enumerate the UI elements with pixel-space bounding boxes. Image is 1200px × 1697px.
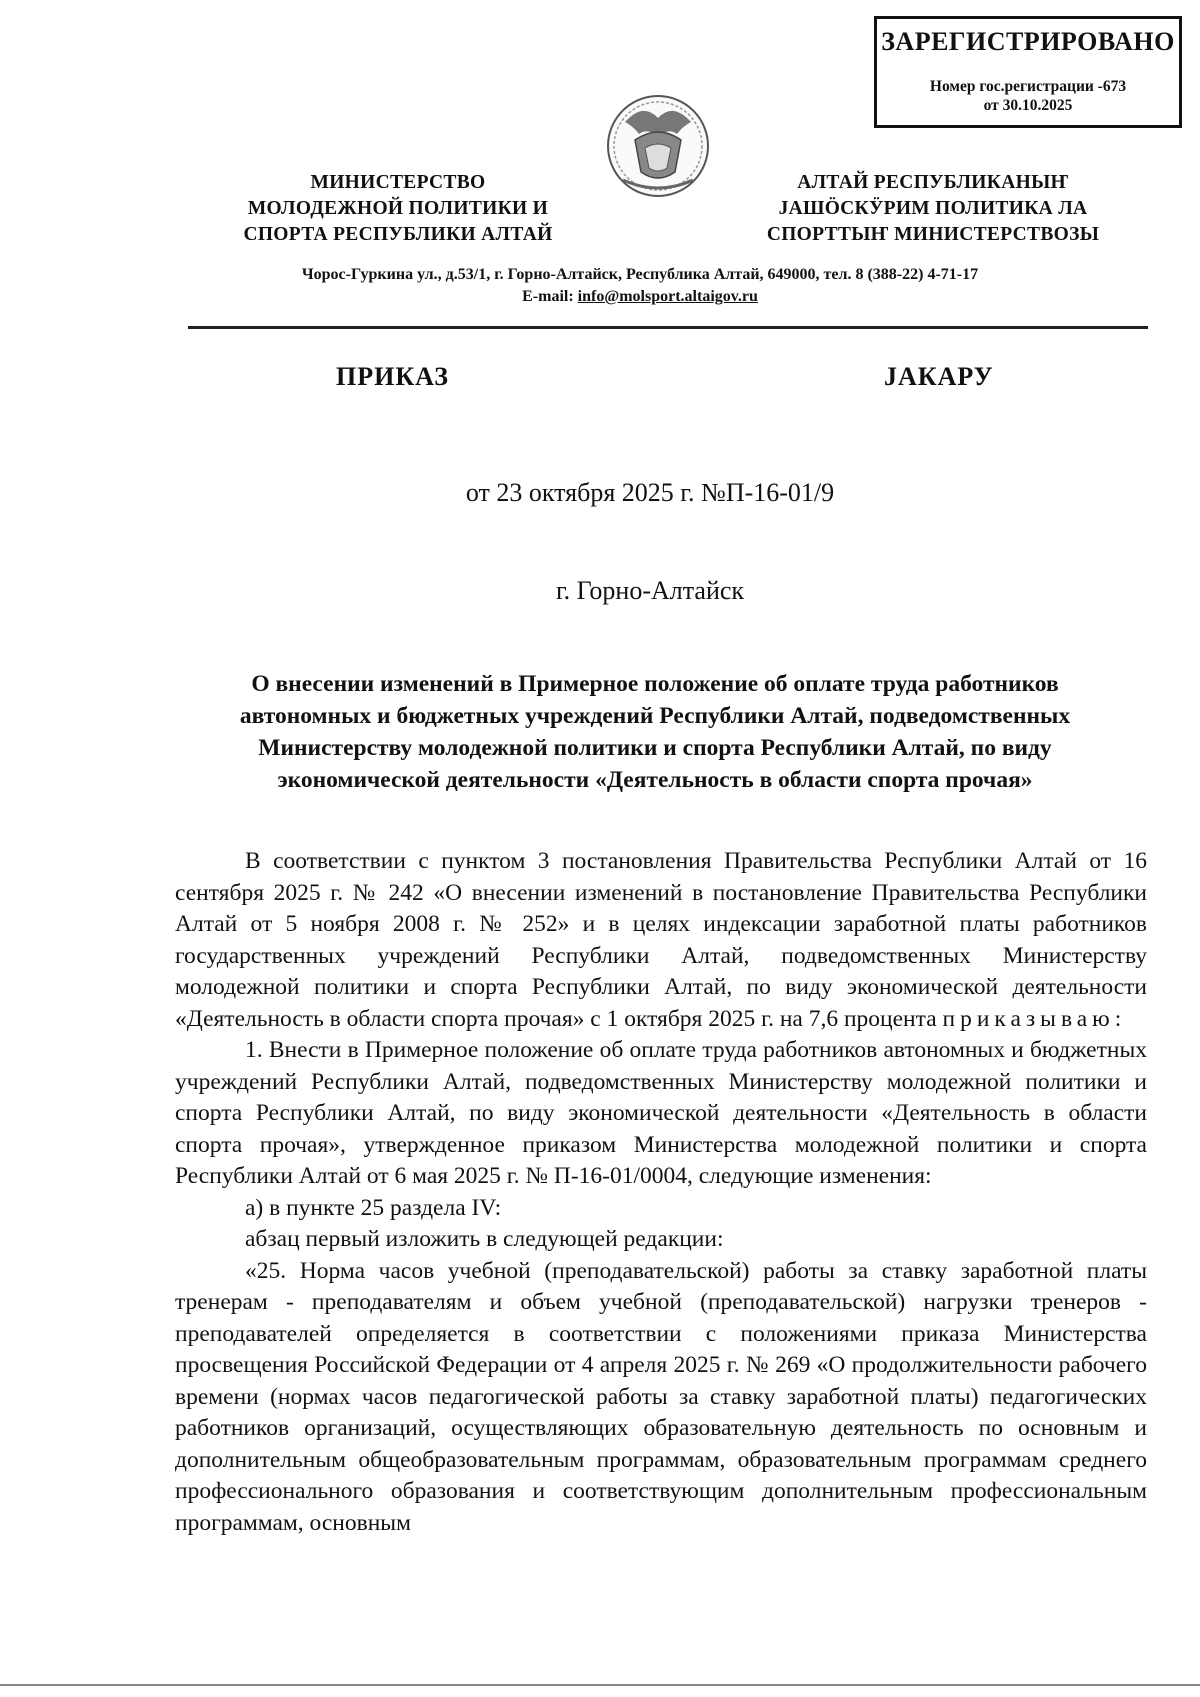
stamp-reg-date: от 30.10.2025 xyxy=(983,97,1073,114)
page-bottom-edge xyxy=(0,1684,1200,1686)
ministry-name-altai xyxy=(758,170,1108,248)
postal-address: Чорос-Гуркина ул., д.53/1, г. Горно-Алтайск, Республика Алтай, 649000, тел. 8 (388-22) 4-71-17 xyxy=(301,266,979,283)
order-body xyxy=(175,846,1147,1539)
ministry-name-line: СПОРТА РЕСПУБЛИКИ АЛТАЙ xyxy=(243,224,553,245)
order-title xyxy=(170,668,1140,796)
registration-stamp xyxy=(874,16,1182,128)
body-paragraph: а) в пункте 25 раздела IV: xyxy=(245,1194,502,1221)
title-line: Министерству молодежной политики и спорта Республики Алтай, по виду xyxy=(258,735,1052,761)
body-paragraph xyxy=(175,846,1147,1035)
ministry-name-line: АЛТАЙ РЕСПУБЛИКАНЫҤ xyxy=(797,172,1069,193)
header-divider xyxy=(188,326,1148,329)
title-line: экономической деятельности «Деятельность в области спорта прочая» xyxy=(277,767,1033,793)
doc-type-altai: ЈАКАРУ xyxy=(884,362,994,391)
ministry-name-russian xyxy=(228,170,568,248)
order-date-number: от 23 октября 2025 г. №П-16-01/9 xyxy=(465,478,835,507)
ministry-name-line: МОЛОДЕЖНОЙ ПОЛИТИКИ И xyxy=(247,198,549,219)
order-word: приказываю: xyxy=(942,1005,1127,1032)
doc-type-russian: ПРИКАЗ xyxy=(336,362,450,391)
ministry-name-line: МИНИСТЕРСТВО xyxy=(310,172,486,193)
order-city: г. Горно-Алтайск xyxy=(555,576,745,605)
body-text: с 1 октября 2025 г. на 7,6 процента xyxy=(584,1005,943,1032)
body-paragraph: абзац первый изложить в следующей редакции: xyxy=(245,1226,724,1252)
stamp-reg-number: Номер гос.регистрации -673 xyxy=(929,78,1127,95)
title-line: автономных и бюджетных учреждений Республики Алтай, подведомственных xyxy=(239,703,1071,729)
body-paragraph: 1. Внести в Примерное положение об оплате труда работников автономных и бюджетных учреждений Республики Алтай, подведомственных Министерству молодежной политики и спорта Республики Алтай, по виду экономической деятельности «Деятельность в области спорта прочая», утвержденное приказом Министерства молодежной политики и спорта Республики Алтай от 6 мая 2025 г. № П-16-01/0004, следующие изменения: xyxy=(175,1037,1147,1189)
ministry-name-line: ЈАШӦСКӰРИМ ПОЛИТИКА ЛА xyxy=(778,198,1088,219)
ministry-address xyxy=(180,264,1100,308)
email-link[interactable]: info@molsport.altaigov.ru xyxy=(577,288,758,305)
coat-of-arms-emblem xyxy=(605,92,711,200)
title-line: О внесении изменений в Примерное положение об оплате труда работников xyxy=(251,671,1059,697)
email-line xyxy=(180,286,1100,308)
ministry-name-line: СПОРТТЫҤ МИНИСТЕРСТВОЗЫ xyxy=(766,224,1100,245)
body-paragraph: «25. Норма часов учебной (преподавательской) работы за ставку заработной платы тренерам - преподавателям и объем учебной (преподавательской) нагрузки тренеров - преподавателей определяется в соответствии с положениями приказа Министерства просвещения Российской Федерации от 4 апреля 2025 г. № 269 «О продолжительности рабочего времени (нормах часов педагогической работы за ставку заработной платы) педагогических работников организаций, осуществляющих образовательную деятельность по основным и дополнительным общеобразовательным программам, образовательным программам среднего профессионального образования и соответствующим дополнительным профессиональным программам, основным xyxy=(175,1257,1147,1536)
email-label: E-mail: xyxy=(522,288,574,305)
body-text: В соответствии с пунктом 3 постановления Правительства Республики Алтай от 16 сентября 2025 г. № 242 «О внесении изменений в постановление Правительства Республики Алтай от 5 ноября 2008 г. № 252» и в целях индексации заработной платы работников государственных учреждений Республики Алтай, подведомственных Министерству молодежной политики и спорта Республики Алтай, по виду экономической деятельности «Деятельность в области спорта прочая» xyxy=(175,848,1147,1032)
stamp-title: ЗАРЕГИСТРИРОВАНО xyxy=(881,27,1175,56)
